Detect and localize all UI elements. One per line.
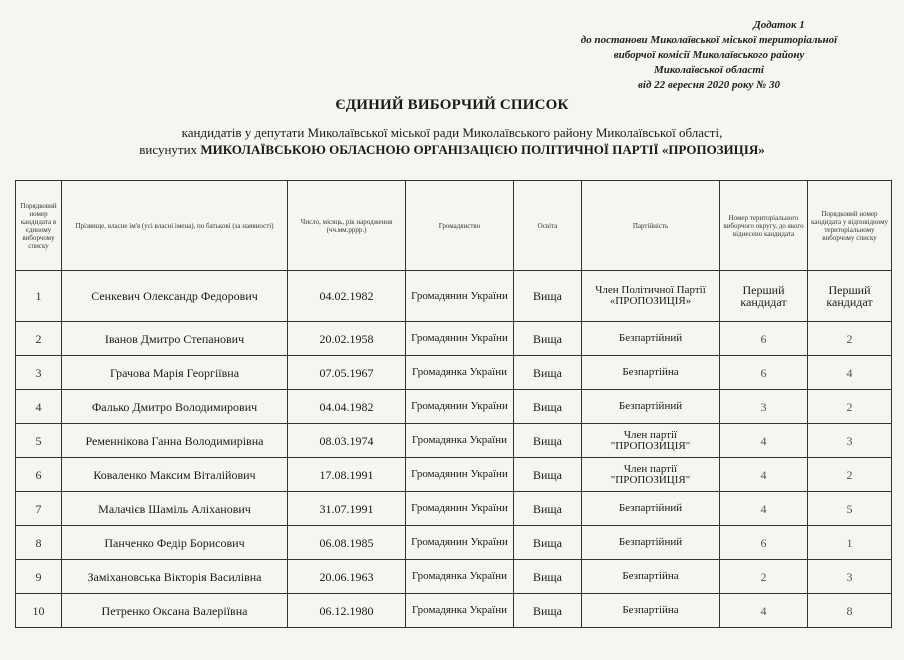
- cell-position: 3: [808, 560, 892, 594]
- cell-birthdate: 31.07.1991: [288, 492, 406, 526]
- cell-education: Вища: [514, 458, 582, 492]
- cell-number: 6: [16, 458, 62, 492]
- table-row: [16, 526, 892, 560]
- cell-position: 2: [808, 458, 892, 492]
- subtitle-line-2: [0, 141, 904, 158]
- cell-number: 5: [16, 424, 62, 458]
- header-district: Номер територіального виборчого округу, до якого віднесено кандидата: [720, 181, 808, 271]
- header-name: Прізвище, власне ім'я (усі власні імена), по батькові (за наявності): [62, 181, 288, 271]
- table-row: [16, 424, 892, 458]
- cell-education: Вища: [514, 560, 582, 594]
- cell-name: Фалько Дмитро Володимирович: [62, 390, 288, 424]
- cell-citizenship: Громадянин України: [406, 526, 514, 560]
- cell-birthdate: 04.04.1982: [288, 390, 406, 424]
- cell-district: 4: [720, 492, 808, 526]
- cell-name: Коваленко Максим Віталійович: [62, 458, 288, 492]
- table-row: [16, 560, 892, 594]
- cell-education: Вища: [514, 424, 582, 458]
- cell-district: 6: [720, 356, 808, 390]
- header-number: Порядковий номер кандидата в єдиному виборчому списку: [16, 181, 62, 271]
- header-education: Освіта: [514, 181, 582, 271]
- cell-number: 9: [16, 560, 62, 594]
- cell-name: Заміхановська Вікторія Василівна: [62, 560, 288, 594]
- appendix-block: [544, 18, 874, 93]
- candidate-table: [15, 180, 892, 628]
- cell-district: Перший кандидат: [720, 271, 808, 322]
- cell-education: Вища: [514, 271, 582, 322]
- cell-citizenship: Громадянин України: [406, 492, 514, 526]
- cell-position: Перший кандидат: [808, 271, 892, 322]
- header-party: Партійність: [582, 181, 720, 271]
- header-position: Порядковий номер кандидата у відповідному територіальному виборчому списку: [808, 181, 892, 271]
- cell-position: 8: [808, 594, 892, 628]
- cell-birthdate: 20.06.1963: [288, 560, 406, 594]
- cell-party: Безпартійний: [582, 322, 720, 356]
- document-subtitle: [0, 124, 904, 158]
- cell-name: Іванов Дмитро Степанович: [62, 322, 288, 356]
- cell-number: 4: [16, 390, 62, 424]
- header-birthdate: Число, місяць, рік народження (чч.мм.рррр.): [288, 181, 406, 271]
- cell-position: 2: [808, 322, 892, 356]
- table-row: [16, 492, 892, 526]
- cell-party: Безпартійний: [582, 526, 720, 560]
- cell-party: Безпартійна: [582, 560, 720, 594]
- cell-birthdate: 04.02.1982: [288, 271, 406, 322]
- cell-position: 1: [808, 526, 892, 560]
- cell-education: Вища: [514, 356, 582, 390]
- cell-name: Сенкевич Олександр Федорович: [62, 271, 288, 322]
- appendix-line-2: виборчої комісії Миколаївського району: [613, 49, 805, 61]
- cell-name: Малачієв Шаміль Аліханович: [62, 492, 288, 526]
- appendix-line-1: до постанови Миколаївської міської територіальної: [580, 34, 838, 46]
- cell-district: 4: [720, 424, 808, 458]
- cell-citizenship: Громадянин України: [406, 458, 514, 492]
- cell-district: 3: [720, 390, 808, 424]
- cell-citizenship: Громадянин України: [406, 390, 514, 424]
- cell-district: 4: [720, 594, 808, 628]
- header-citizenship: Громадянство: [406, 181, 514, 271]
- cell-citizenship: Громадянка України: [406, 424, 514, 458]
- cell-name: Петренко Оксана Валеріївна: [62, 594, 288, 628]
- subtitle-prefix: висунутих: [139, 142, 201, 157]
- cell-position: 3: [808, 424, 892, 458]
- cell-birthdate: 06.12.1980: [288, 594, 406, 628]
- cell-name: Грачова Марія Георгіївна: [62, 356, 288, 390]
- cell-district: 6: [720, 322, 808, 356]
- cell-number: 2: [16, 322, 62, 356]
- cell-district: 6: [720, 526, 808, 560]
- cell-birthdate: 08.03.1974: [288, 424, 406, 458]
- cell-district: 2: [720, 560, 808, 594]
- cell-position: 2: [808, 390, 892, 424]
- cell-birthdate: 07.05.1967: [288, 356, 406, 390]
- cell-party: Безпартійний: [582, 492, 720, 526]
- cell-birthdate: 06.08.1985: [288, 526, 406, 560]
- cell-citizenship: Громадянин України: [406, 271, 514, 322]
- cell-position: 4: [808, 356, 892, 390]
- cell-name: Ременнікова Ганна Володимирівна: [62, 424, 288, 458]
- document-title: ЄДИНИЙ ВИБОРЧИЙ СПИСОК: [335, 97, 569, 113]
- cell-number: 10: [16, 594, 62, 628]
- table-row: [16, 458, 892, 492]
- cell-party: Безпартійний: [582, 390, 720, 424]
- table-row: [16, 356, 892, 390]
- appendix-title: Додаток 1: [753, 19, 805, 31]
- cell-education: Вища: [514, 322, 582, 356]
- cell-party: Безпартійна: [582, 356, 720, 390]
- cell-citizenship: Громадянка України: [406, 560, 514, 594]
- cell-number: 7: [16, 492, 62, 526]
- cell-birthdate: 20.02.1958: [288, 322, 406, 356]
- cell-number: 3: [16, 356, 62, 390]
- cell-education: Вища: [514, 594, 582, 628]
- cell-citizenship: Громадянин України: [406, 322, 514, 356]
- cell-citizenship: Громадянка України: [406, 356, 514, 390]
- cell-district: 4: [720, 458, 808, 492]
- table-header-row: [16, 181, 892, 271]
- cell-party: Член Політичної Партії «ПРОПОЗИЦІЯ»: [582, 271, 720, 322]
- appendix-line-4: від 22 вересня 2020 року № 30: [637, 79, 780, 91]
- appendix-line-3: Миколаївської області: [654, 64, 764, 76]
- cell-citizenship: Громадянка України: [406, 594, 514, 628]
- cell-birthdate: 17.08.1991: [288, 458, 406, 492]
- cell-education: Вища: [514, 526, 582, 560]
- party-name: МИКОЛАЇВСЬКОЮ ОБЛАСНОЮ ОРГАНІЗАЦІЄЮ ПОЛІТИЧНОЇ ПАРТІЇ «ПРОПОЗИЦІЯ»: [200, 142, 765, 157]
- cell-education: Вища: [514, 390, 582, 424]
- cell-position: 5: [808, 492, 892, 526]
- subtitle-line-1: кандидатів у депутати Миколаївської міської ради Миколаївського району Миколаївської області,: [181, 125, 723, 140]
- cell-party: Безпартійна: [582, 594, 720, 628]
- table-row: [16, 322, 892, 356]
- table-row: [16, 390, 892, 424]
- cell-party: Член партії "ПРОПОЗИЦІЯ": [582, 424, 720, 458]
- cell-number: 1: [16, 271, 62, 322]
- cell-party: Член партії "ПРОПОЗИЦІЯ": [582, 458, 720, 492]
- cell-education: Вища: [514, 492, 582, 526]
- table-row: [16, 594, 892, 628]
- table-row: [16, 271, 892, 322]
- cell-name: Панченко Федір Борисович: [62, 526, 288, 560]
- cell-number: 8: [16, 526, 62, 560]
